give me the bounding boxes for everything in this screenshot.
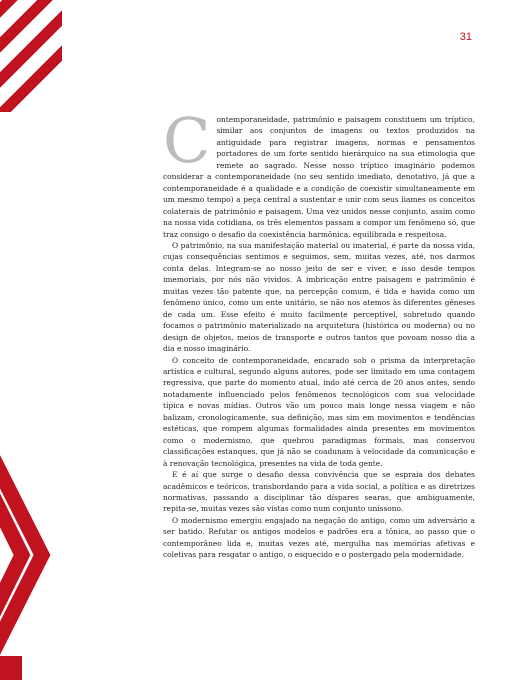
red-chevron-decoration — [0, 0, 70, 680]
paragraph: O patrimônio, na sua manifestação material ou imaterial, é parte da nossa vida, cujas consequências sentimos e seguimos, sem, muitas vezes, até, nos darmos conta delas. Integram-se ao nosso jeito de ser e viver, e isso desde tempos imemoriais, por nós não vividos. A imbricação entre paisagem e patrimônio é muitas vezes tão patente que, na percepção comum, é tida e havida como um fenômeno único, como um ente unitário, se não nos atemos às diferentes gêneses de cada um. Esse efeito é muito facilmente perceptível, sobretudo quando focamos o patrimônio materializado na arquitetura (histórica ou moderna) ou no design de objetos, meios de transporte e outros tantos que povoam nosso dia a dia e nosso imaginário. — [163, 240, 475, 354]
paragraph: O modernismo emergiu engajado na negação do antigo, como um adversário a ser batido. Refutar os antigos modelos e padrões era a tônica, ao passo que o contemporâneo lida e, muitas vezes até, mergulha nas memórias afetivas e coletivas para resgatar o antigo, o esquecido e o postergado pela modernidade. — [163, 515, 475, 560]
drop-cap: C — [163, 104, 211, 177]
paragraph — [163, 104, 475, 240]
paragraph-text: ontemporaneidade, patrimônio e paisagem constituem um tríptico, similar aos conjuntos de imagens ou textos produzidos na antiguidade para registrar imagens, normas e pensamentos portadores de um forte sentido hierárquico na sua etimologia que remete ao sagrado. Nesse nosso tríptico imaginário podemos considerar a contemporaneidade (no seu sentido imediato, denotativo, já que a contemporaneidade é a qualidade e a condição de coexistir simultaneamente em um mesmo tempo) a peça central a sustentar e unir com seus liames os conceitos colaterais de patrimônio e paisagem. Uma vez unidos nesse conjunto, assim como na nossa vida cotidiana, os três elementos passam a compor um fenômeno só, que traz consigo o desafio da coexistência harmônica, equilibrada e respeitosa. — [163, 115, 475, 239]
page-number: 31 — [459, 31, 472, 43]
paragraph: O conceito de contemporaneidade, encarado sob o prisma da interpretação artística e cultural, segundo alguns autores, pode ser limitado em uma contagem regressiva, que parte do momento atual, indo até cerca de 20 anos antes, sendo notadamente influenciado pelos fenômenos tecnológicos com sua velocidade típica e novas mídias. Outros vão um pouco mais longe nessa viagem e não balizam, cronologicamente, sua definição, mas sim em movimentos e tendências estéticas, que rompem algumas formalidades ainda presentes em movimentos como o modernismo, que quebrou paradigmas formais, mas conservou classificações estanques, que já não se coadunam à velocidade da comunicação e à renovação tecnológica, presentes na vida de toda gente. — [163, 355, 475, 468]
paragraph: E é aí que surge o desafio dessa convivência que se espraia dos debates acadêmicos e teóricos, transbordando para a vida social, a política e as diretrizes normativas, passando a disciplinar tão díspares searas, que ambiguamente, repita-se, muitas vezes são vistas como num conjunto uníssono. — [163, 470, 475, 514]
article-body — [163, 104, 475, 561]
